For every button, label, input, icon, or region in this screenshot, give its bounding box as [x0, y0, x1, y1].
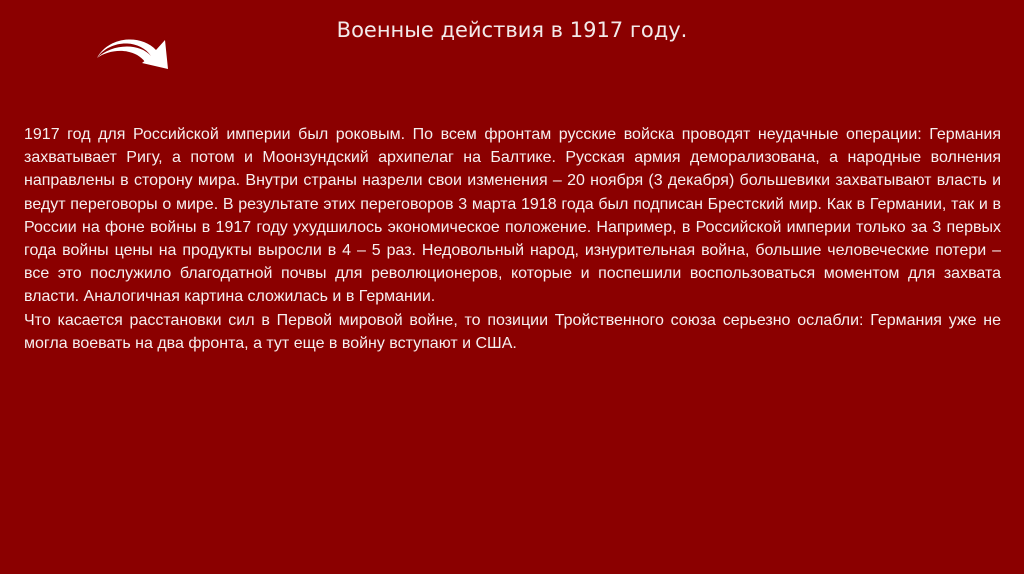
curved-arrow-shape: [97, 40, 168, 69]
paragraph-1: 1917 год для Российской империи был роковым. По всем фронтам русские войска проводят неудачные операции: Германия захватывает Ригу, а потом и Моонзундский архипелаг на Балтике. Русская армия деморализована, а народные волнения направлены в сторону мира. Внутри страны назрели свои изменения – 20 ноября (3 декабря) большевики захватывают власть и ведут переговоры о мире. В результате этих переговоров 3 марта 1918 года был подписан Брестский мир. Как в Германии, так и в России на фоне войны в 1917 году ухудшилось экономическое положение. Например, в Российской империи только за 3 первых года войны цены на продукты выросли в 4 – 5 раз. Недовольный народ, изнурительная война, большие человеческие потери – все это послужило благодатной почвы для революционеров, которые и поспешили воспользоваться моментом для захвата власти. Аналогичная картина сложилась и в Германии.: [24, 126, 1001, 306]
slide-title: Военные действия в 1917 году.: [336, 18, 688, 42]
paragraph-2: Что касается расстановки сил в Первой мировой войне, то позиции Тройственного союза серьезно ослабли: Германия уже не могла воевать на два фронта, а тут еще в войну вступают и США.: [24, 311, 1001, 352]
body-text: [24, 123, 1001, 355]
curved-arrow-icon: [95, 36, 175, 98]
